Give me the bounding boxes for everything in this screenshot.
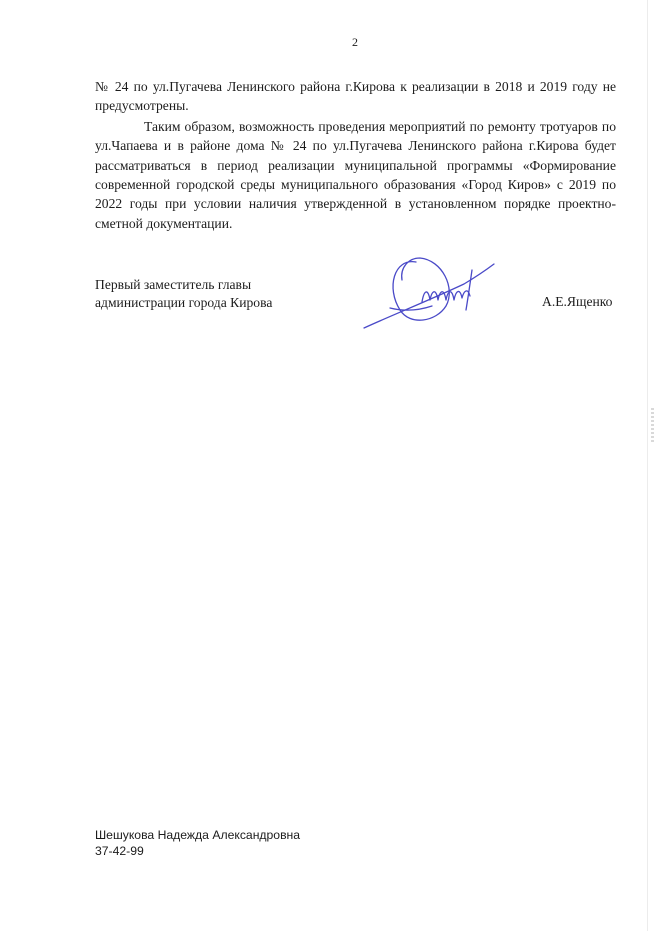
signatory-position: [95, 276, 272, 312]
paragraph-1: № 24 по ул.Пугачева Ленинского района г.Кирова к реализации в 2018 и 2019 году не предусмотрены.: [95, 79, 616, 114]
handwritten-signature: [360, 250, 500, 335]
page-edge-line: [647, 0, 648, 931]
page-number: 2: [352, 35, 358, 49]
executor-phone: 37-42-99: [95, 844, 144, 858]
executor-block: [95, 827, 300, 859]
signatory-name: А.Е.Ященко: [542, 294, 613, 309]
signatory-position-line-1: Первый заместитель главы: [95, 277, 252, 292]
scan-artifact: [651, 408, 654, 444]
signatory-position-line-2: администрации города Кирова: [95, 295, 273, 310]
paragraph-2: Таким образом, возможность проведения мероприятий по ремонту тротуаров по ул.Чапаева и в районе дома № 24 по ул.Пугачева Ленинского района г.Кирова будет рассматриваться в период реализации муниципальной программы «Формирование современной городской среды муниципального образования «Город Киров» с 2019 по 2022 годы при условии наличия утвержденной в установленном порядке проектно-сметной документации.: [95, 118, 616, 231]
letter-body: [95, 77, 616, 233]
executor-name: Шешукова Надежда Александровна: [95, 828, 301, 842]
